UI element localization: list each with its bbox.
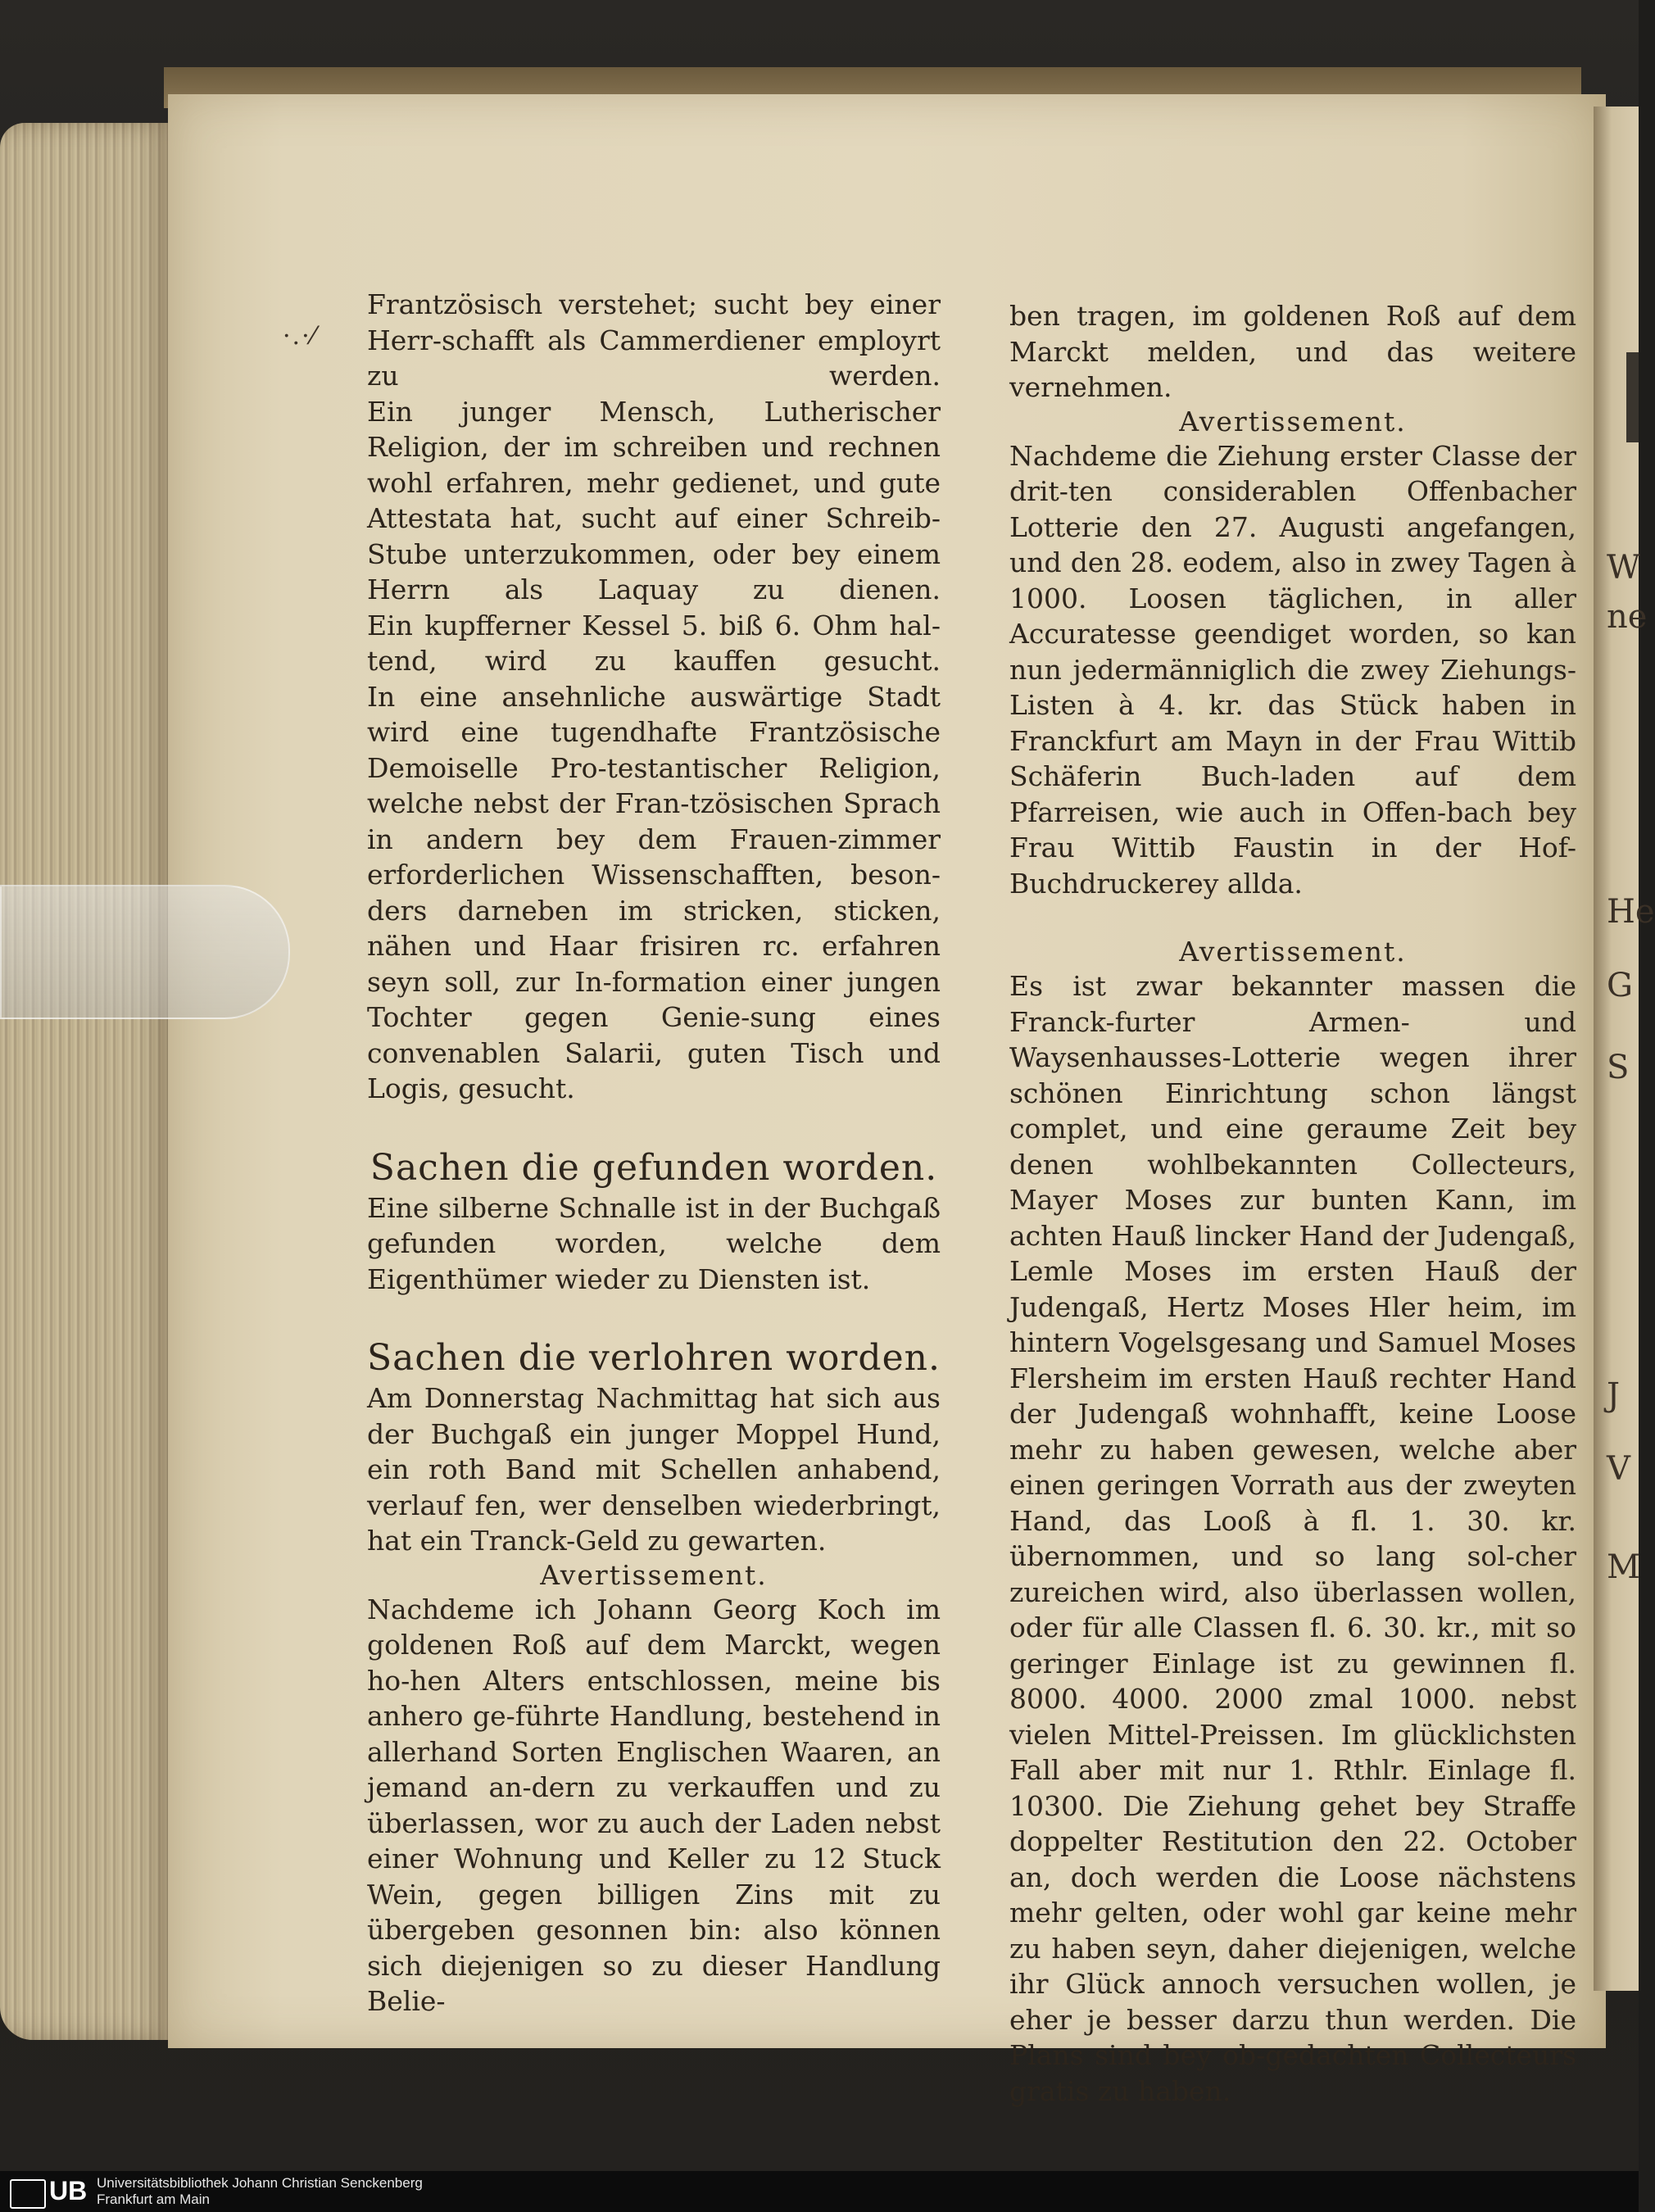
- left-paragraph: Ein junger Mensch, Lutherischer Religion, der im schreiben und rechnen wohl erfahren, mehr gedienet, und gute Attestata hat, sucht auf einer Schreib-Stube unterzukommen, oder bey einem Herrn als Laquay zu dienen.: [367, 395, 941, 605]
- adjacent-page-glyph: W: [1607, 549, 1641, 587]
- footer-city: Frankfurt am Main: [97, 2192, 210, 2207]
- bookmark-ruler: [0, 885, 290, 1019]
- adjacent-page-glyph: ne: [1607, 598, 1648, 636]
- footer-institution: Universitätsbibliothek Johann Christian Senckenberg: [97, 2175, 423, 2191]
- continuation-text: ben tragen, im goldenen Roß auf dem Marckt melden, und das weitere vernehmen.: [1009, 300, 1576, 403]
- adjacent-page-glyph: J: [1607, 1376, 1621, 1414]
- heading-lost: Sachen die verlohren worden.: [367, 1337, 941, 1379]
- left-paragraph: In eine ansehnliche auswärtige Stadt wird eine tugendhafte Frantzösische Demoiselle Pro-testantischer Religion, welche nebst der Fran-tzösischen Sprach in andern bey dem Frauen-zimmer erforderlichen Wissenschafften, beson-ders darneben im stricken, sticken, nähen und Haar frisiren rc. erfahren seyn soll, zur In-formation einer jungen Tochter gegen Genie-sung eines convenablen Salarii, guten Tisch und Logis, gesucht.: [367, 680, 941, 1104]
- page-edges: [0, 123, 176, 2040]
- right-column: [1009, 298, 1576, 2109]
- left-paragraph: Frantzösisch verstehet; sucht bey einer Herr-schafft als Cammerdiener employrt zu werden.: [367, 288, 941, 392]
- avertissement-heading: Avertissement.: [1179, 405, 1407, 437]
- left-paragraph: Ein kupfferner Kessel 5. biß 6. Ohm hal-tend, wird zu kauffen gesucht.: [367, 609, 941, 677]
- adjacent-page-tab: [1626, 352, 1639, 442]
- avertissement-text: Nachdeme die Ziehung erster Classe der drit-ten considerablen Offenbacher Lotterie den 27. Augusti angefangen, und den 28. eodem, also in zwey Tagen à 1000. Loosen täglichen, in aller Accuratesse geendiget worden, so kan nun jedermänniglich die zwey Ziehungs-Listen à 4. kr. das Stück haben in Franckfurt am Mayn in der Frau Wittib Schäferin Buch-laden auf dem Pfarreisen, wie auch in Offen-bach bey Frau Wittib Faustin in der Hof-Buchdruckerey allda.: [1009, 439, 1576, 900]
- left-column: [367, 287, 941, 2019]
- adjacent-page-glyph: S: [1607, 1049, 1630, 1086]
- adjacent-page-glyph: V: [1607, 1450, 1630, 1488]
- library-logo: UB: [49, 2176, 88, 2205]
- adjacent-page-glyph: M: [1607, 1548, 1640, 1586]
- avertissement-text: Es ist zwar bekannter massen die Franck-furter Armen- und Waysenhausses-Lotterie wegen ihrer schönen Einrichtung schon längst complet, und eine geraume Zeit bey denen wohlbekannten Collecteurs, Mayer Moses zur bunten Kann, im achten Hauß lincker Hand der Judengaß, Lemle Moses im ersten Hauß der Judengaß, Hertz Moses Hler heim, im hintern Vogelsgesang und Samuel Moses Flersheim im ersten Hauß rechter Hand der Judengaß wohnhafft, keine Loose mehr zu haben gewesen, welche aber einen geringen Vorrath aus der zweyten Hand, das Looß à fl. 1. 30. kr. übernommen, und so lang sol-cher zureichen wird, also überlassen wollen, oder für alle Classen fl. 6. 30. kr., mit so geringer Einlage ist zu gewinnen fl. 8000. 4000. 2000 zmal 1000. nebst vielen Mittel-Preissen. Im glücklichsten Fall aber mit nur 1. Rthlr. Einlage fl. 10300. Die Ziehung gehet bey Straffe doppelter Restitution den 22. October an, doch werden die Loose nächstens mehr gelten, oder wohl gar keine mehr zu haben seyn, daher diejenigen, welche ihr Glück annoch versuchen wollen, je eher je besser darzu thun werden. Die Plans sind bey ob-gedachten Collecteurs gratis zu haben.: [1009, 970, 1576, 2107]
- found-text: Eine silberne Schnalle ist in der Buchgaß gefunden worden, welche dem Eigenthümer wieder zu Diensten ist.: [367, 1191, 941, 1295]
- lost-text: Am Donnerstag Nachmittag hat sich aus der Buchgaß ein junger Moppel Hund, ein roth Band mit Schellen anhabend, verlauf fen, wer denselben wiederbringt, hat ein Tranck-Geld zu gewarten.: [367, 1382, 941, 1557]
- adjacent-page-glyph: He: [1607, 893, 1655, 931]
- heading-found: Sachen die gefunden worden.: [370, 1146, 938, 1189]
- avertissement-heading: Avertissement.: [1179, 936, 1407, 968]
- avertissement-heading: Avertissement.: [540, 1558, 768, 1591]
- margin-mark: ·.·⁄: [283, 322, 317, 351]
- avertissement-text: Nachdeme ich Johann Georg Koch im goldenen Roß auf dem Marckt, wegen ho-hen Alters entschlossen, meine bis anhero ge-führte Handlung, bestehend in allerhand Sorten Englischen Waaren, an jemand an-dern zu verkauffen und zu überlassen, wor zu auch der Laden nebst einer Wohnung und Keller zu 12 Stuck Wein, gegen billigen Zins mit zu übergeben gesonnen bin: also können sich diejenigen so zu dieser Handlung Belie-: [367, 1593, 941, 2017]
- adjacent-page-glyph: G: [1607, 967, 1633, 1004]
- library-logo-icon: [10, 2179, 46, 2209]
